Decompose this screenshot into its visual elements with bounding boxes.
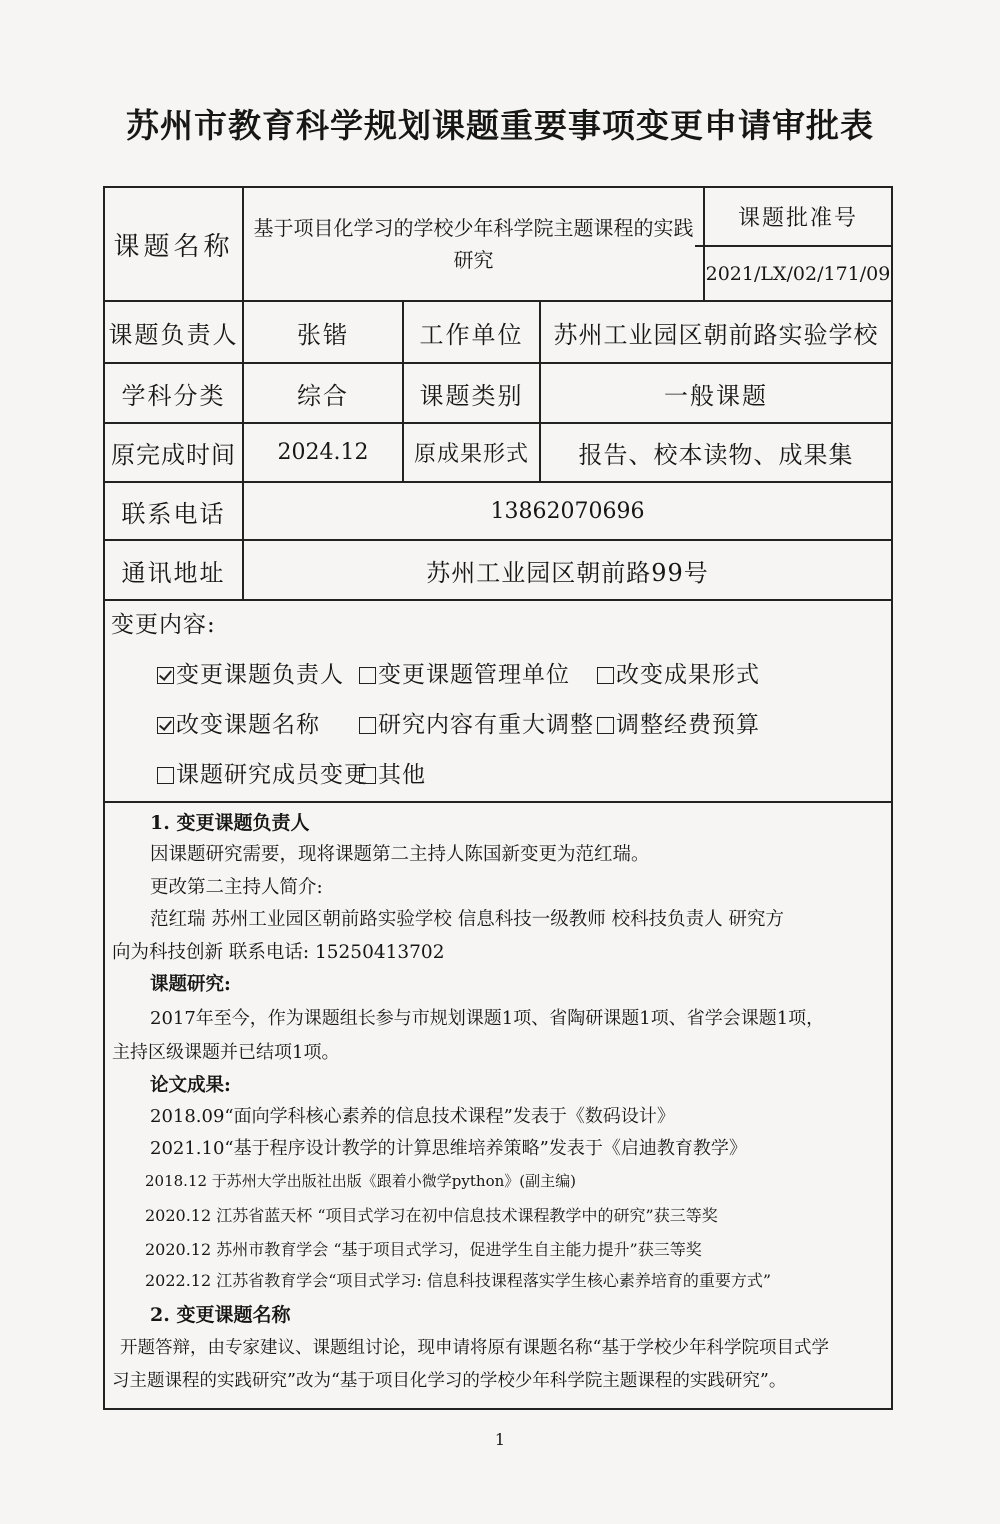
subject-value: 综合 — [297, 381, 349, 410]
paragraph: 更改第二主持人简介: — [150, 877, 323, 898]
option-content-adjust[interactable]: 研究内容有重大调整 — [359, 706, 594, 739]
option-change-leader[interactable]: 变更课题负责人 — [157, 656, 344, 689]
approval-form — [103, 186, 893, 1410]
paper-item: 2021.10“基于程序设计教学的计算思维培养策略”发表于《启迪教育教学》 — [150, 1138, 747, 1159]
unit-value: 苏州工业园区朝前路实验学校 — [553, 320, 879, 349]
document-title: 苏州市教育科学规划课题重要事项变更申请审批表 — [126, 106, 874, 145]
section-heading-name: 2. 变更课题名称 — [150, 1304, 291, 1326]
papers-heading: 论文成果: — [150, 1075, 231, 1096]
address-value: 苏州工业园区朝前路99号 — [426, 558, 709, 587]
checkbox-icon[interactable] — [359, 667, 376, 684]
page-number: 1 — [494, 1430, 506, 1449]
leader-value: 张锴 — [297, 320, 349, 349]
checkbox-icon[interactable] — [359, 767, 376, 784]
paper-item: 2022.12 江苏省教育学会“项目式学习: 信息科技课程落实学生核心素养培育的重要方式” — [145, 1271, 772, 1290]
option-budget-adjust[interactable]: 调整经费预算 — [597, 706, 760, 739]
topic-name-value: 基于项目化学习的学校少年科学院主题课程的实践研究 — [253, 216, 694, 272]
option-other[interactable]: 其他 — [359, 756, 426, 789]
phone-label: 联系电话 — [121, 499, 226, 528]
subject-label: 学科分类 — [121, 381, 226, 410]
checkbox-icon[interactable] — [157, 767, 174, 784]
orig-form-label: 原成果形式 — [413, 442, 529, 467]
unit-label: 工作单位 — [419, 320, 524, 349]
paragraph: 开题答辩，由专家建议、课题组讨论，现申请将原有课题名称“基于学校少年科学院项目式学 — [120, 1338, 829, 1358]
leader-label: 课题负责人 — [108, 320, 239, 349]
paragraph: 因课题研究需要，现将课题第二主持人陈国新变更为范红瑞。 — [150, 844, 650, 865]
paragraph: 范红瑞 苏州工业园区朝前路实验学校 信息科技一级教师 校科技负责人 研究方 — [150, 909, 785, 930]
checkbox-icon[interactable] — [597, 717, 614, 734]
orig-form-value: 报告、校本读物、成果集 — [578, 441, 854, 469]
checkbox-icon[interactable] — [157, 667, 174, 684]
paper-item: 2020.12 江苏省蓝天杯 “项目式学习在初中信息技术课程教学中的研究”获三等奖 — [145, 1206, 718, 1225]
checkbox-icon[interactable] — [359, 717, 376, 734]
checkbox-icon[interactable] — [597, 667, 614, 684]
option-change-result-form[interactable]: 改变成果形式 — [597, 656, 760, 689]
phone-value: 13862070696 — [490, 498, 645, 524]
category-value: 一般课题 — [664, 381, 768, 410]
paragraph: 2017年至今，作为课题组长参与市规划课题1项、省陶研课题1项、省学会课题1项， — [150, 1008, 825, 1029]
option-members-change[interactable]: 课题研究成员变更 — [157, 756, 368, 789]
category-label: 课题类别 — [419, 381, 524, 410]
checkbox-icon[interactable] — [157, 717, 174, 734]
approval-no-value: 2021/LX/02/171/09 — [705, 262, 891, 285]
research-heading: 课题研究: — [150, 974, 231, 995]
orig-time-label: 原完成时间 — [111, 441, 236, 469]
row-divider — [105, 599, 891, 601]
option-change-name[interactable]: 改变课题名称 — [157, 706, 320, 739]
section-heading-leader: 1. 变更课题负责人 — [150, 812, 310, 834]
paper-item: 2018.09“面向学科核心素养的信息技术课程”发表于《数码设计》 — [150, 1106, 675, 1127]
approval-no-label: 课题批准号 — [737, 206, 858, 231]
topic-name-label: 课题名称 — [113, 231, 234, 262]
address-label: 通讯地址 — [121, 558, 226, 587]
changes-label: 变更内容: — [111, 612, 216, 638]
orig-time-value: 2024.12 — [277, 440, 369, 465]
option-change-unit[interactable]: 变更课题管理单位 — [359, 656, 570, 689]
row-divider — [105, 801, 891, 803]
paragraph: 主持区级课题并已结项1项。 — [112, 1042, 340, 1063]
paragraph: 习主题课程的实践研究”改为“基于项目化学习的学校少年科学院主题课程的实践研究”。 — [112, 1371, 787, 1391]
paper-item: 2020.12 苏州市教育学会 “基于项目式学习，促进学生自主能力提升”获三等奖 — [145, 1240, 702, 1259]
paragraph: 向为科技创新 联系电话: 15250413702 — [112, 942, 445, 963]
paper-item: 2018.12 于苏州大学出版社出版《跟着小微学python》(副主编) — [145, 1172, 576, 1190]
